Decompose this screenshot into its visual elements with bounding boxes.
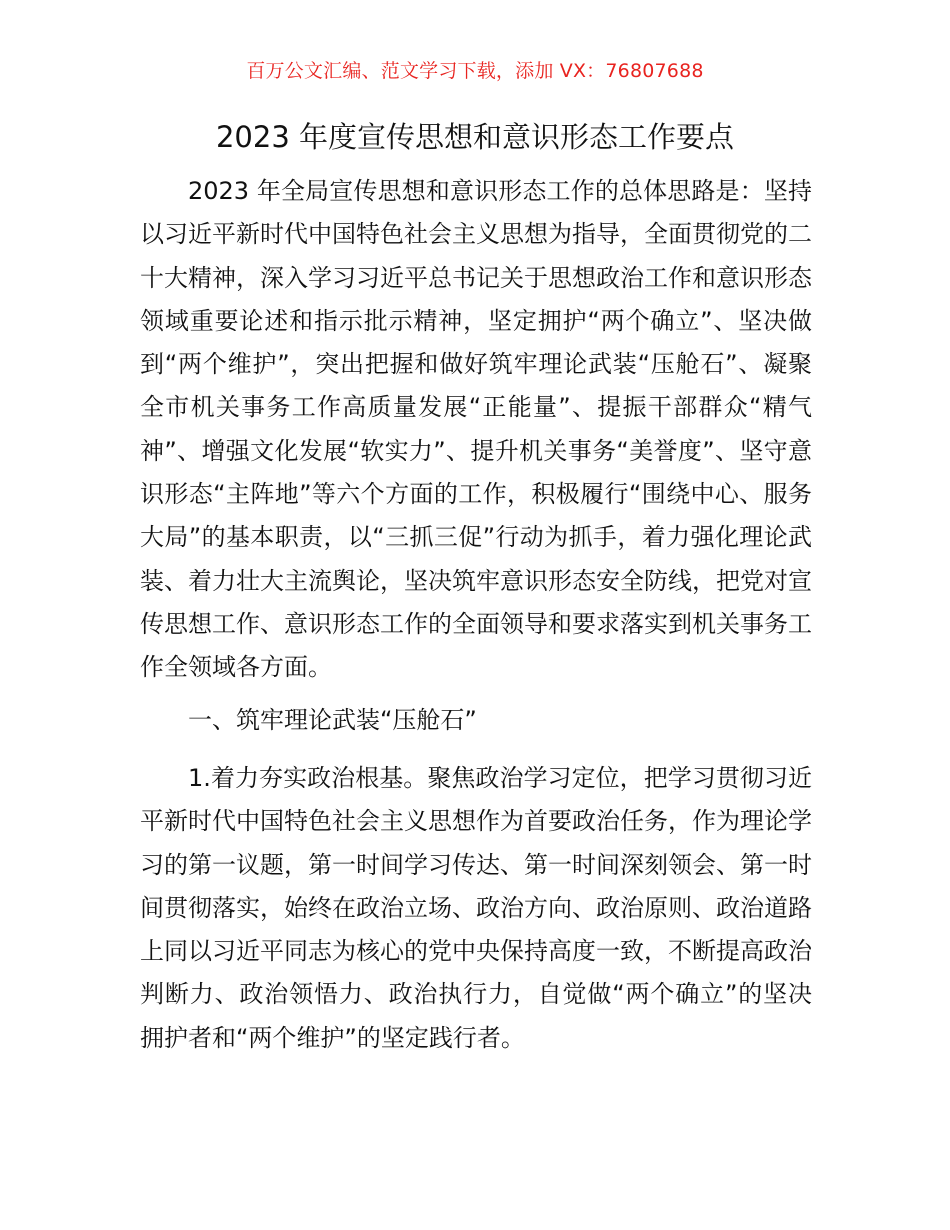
section-heading: 一、筑牢理论武装“压舱石”	[188, 706, 477, 734]
document-title: 2023 年度宣传思想和意识形态工作要点	[215, 120, 735, 154]
intro-paragraph: 2023 年全局宣传思想和意识形态工作的总体思路是：坚持以习近平新时代中国特色社会主义思想为指导，全面贯彻党的二十大精神，深入学习习近平总书记关于思想政治工作和意识形态领域重要论述和指示批示精神，坚定拥护“两个确立”、坚决做到“两个维护”，突出把握和做好筑牢理论武装“压舱石”、凝聚全市机关事务工作高质量发展“正能量”、提振干部群众“精气神”、增强文化发展“软实力”、提升机关事务“美誉度”、坚守意识形态“主阵地”等六个方面的工作，积极履行“围绕中心、服务大局”的基本职责，以“三抓三促”行动为抓手，着力强化理论武装、着力壮大主流舆论，坚决筑牢意识形态安全防线，把党对宣传思想工作、意识形态工作的全面领导和要求落实到机关事务工作全领域各方面。	[140, 177, 812, 682]
watermark-header: 百万公文汇编、范文学习下载，添加 VX：76807688	[246, 60, 704, 82]
item-paragraph: 1.着力夯实政治根基。聚焦政治学习定位，把学习贯彻习近平新时代中国特色社会主义思想作为首要政治任务，作为理论学习的第一议题，第一时间学习传达、第一时间深刻领会、第一时间贯彻落实，始终在政治立场、政治方向、政治原则、政治道路上同以习近平同志为核心的党中央保持高度一致，不断提高政治判断力、政治领悟力、政治执行力，自觉做“两个确立”的坚决拥护者和“两个维护”的坚定践行者。	[140, 764, 812, 1052]
